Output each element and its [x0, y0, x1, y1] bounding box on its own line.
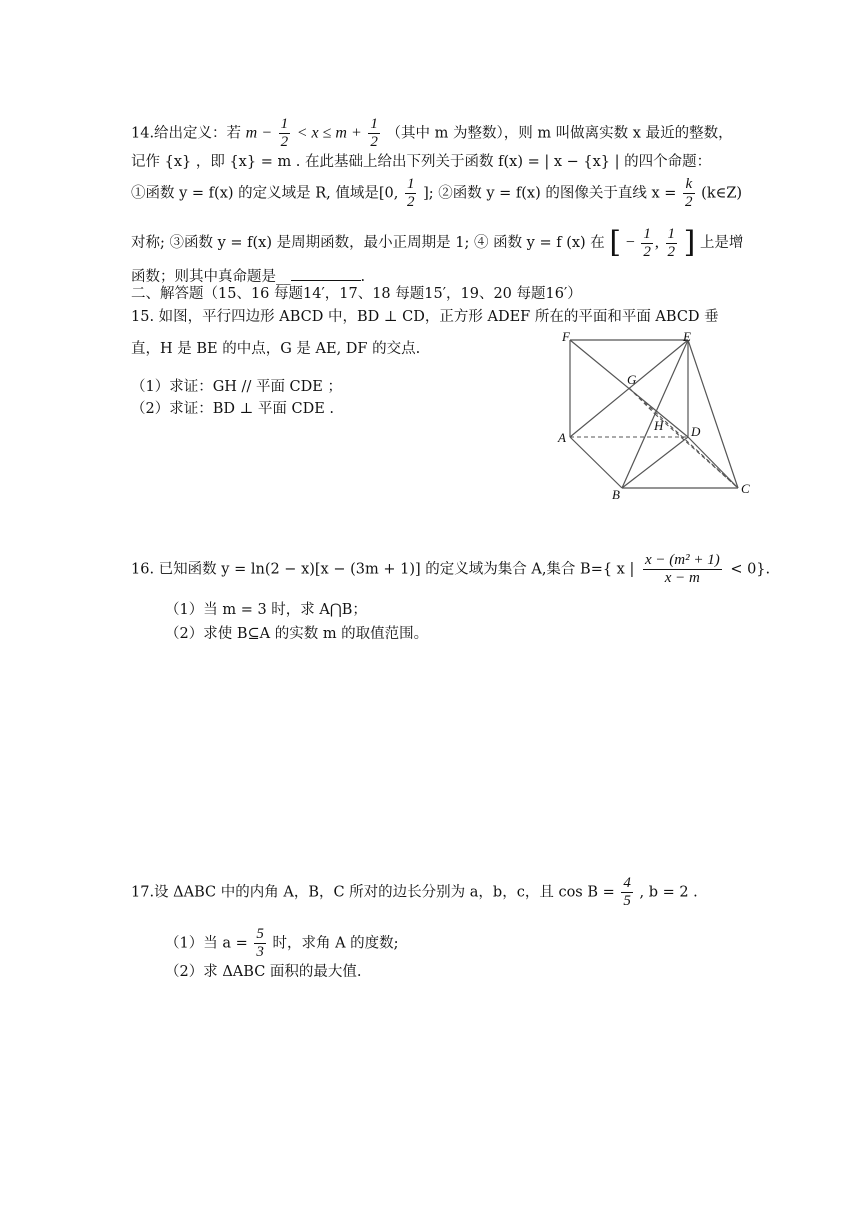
q16-function: 16. 已知函数 y = ln(2 − x)[x − (3m + 1)] 的定义域为集合 A,集合 B={ x |: [131, 561, 635, 578]
q17-cos-fraction: $\frac{4}{5}$: [623, 875, 631, 909]
q17-part2: （2）求 ΔABC 面积的最大值.: [165, 964, 362, 980]
label-E: E: [683, 329, 691, 344]
label-F: F: [562, 329, 570, 344]
q17-part1-prefix: （1）当 a =: [165, 935, 248, 952]
label-H: H: [654, 418, 664, 433]
geometry-figure: [550, 328, 780, 508]
q14-half-1: $\frac{1}{2}$: [280, 116, 289, 150]
q14-prop3: 对称; ③函数 y = f(x) 是周期函数，最小正周期是 1; ④ 函数 y = f (x) 在: [131, 235, 605, 251]
answer-blank[interactable]: [291, 266, 361, 281]
q14-period: .: [360, 269, 366, 285]
q14-ineq-mid: < x ≤ m +: [296, 124, 362, 142]
q17-b-value: , b = 2 .: [639, 884, 698, 901]
q14-half-range: $\frac{1}{2}$: [406, 176, 415, 210]
q14-prop4-end: 上是增: [699, 235, 744, 251]
q14-line1-rest: （其中 m 为整数），则 m 叫做离实数 x 最近的整数，: [386, 125, 733, 142]
q14-line1-prefix: 14.给出定义：若: [131, 125, 242, 142]
label-B: B: [612, 487, 620, 502]
q14-prop2: ]; ②函数 y = f(x) 的图像关于直线 x =: [423, 185, 677, 202]
label-C: C: [741, 481, 750, 496]
q17-a-fraction: $\frac{5}{3}$: [256, 926, 264, 960]
q15-line1: 15. 如图，平行四边形 ABCD 中，BD ⊥ CD，正方形 ADEF 所在的平面和平面 ABCD 垂: [131, 309, 719, 325]
q14-line3: [131, 176, 742, 211]
q16-set-end: < 0}.: [730, 561, 771, 578]
q14-prop1: ①函数 y = f(x) 的定义域是 R, 值域是[0,: [131, 185, 399, 202]
section-heading: 二、解答题（15、16 每题14′，17、18 每题15′，19、20 每题16′）: [131, 286, 582, 302]
q17-statement: 17.设 ΔABC 中的内角 A，B，C 所对的边长分别为 a，b，c，且 cos B =: [131, 884, 615, 901]
label-G: G: [627, 372, 637, 387]
q16-part2: （2）求使 B⊆A 的实数 m 的取值范围。: [165, 626, 429, 642]
q14-interval-left: $\frac{1}{2}$: [643, 225, 651, 260]
q17-line1: [131, 875, 698, 910]
q14-line1: [131, 116, 733, 151]
q15-part1: （1）求证：GH // 平面 CDE ；: [131, 379, 342, 395]
q16-line1: [131, 552, 770, 587]
q14-half-2: $\frac{1}{2}$: [370, 116, 378, 150]
q14-interval-right: $\frac{1}{2}$: [667, 225, 675, 260]
q17-part1: [165, 926, 399, 961]
q15-line2: 直，H 是 BE 的中点，G 是 AE, DF 的交点.: [131, 341, 421, 357]
q14-line2: 记作 {x} ，即 {x} = m . 在此基础上给出下列关于函数 f(x) = | x − {x} | 的四个命题：: [131, 154, 712, 170]
q15-part2: （2）求证：BD ⊥ 平面 CDE .: [131, 401, 334, 417]
label-D: D: [691, 424, 701, 439]
q14-interval: [: [609, 225, 622, 260]
q14-line4: 对称; ③函数 y = f(x) 是周期函数，最小正周期是 1; ④ 函数 y = f (x) 在 [ − $\frac{1}{2}$ , $\frac{1}{2}$ ] 上是增: [131, 225, 744, 260]
q14-k-in-z: (k∈Z): [701, 185, 743, 202]
q16-set-fraction: $\frac{\text{x − (m² + 1)}}{x - m}$: [644, 552, 720, 586]
q14-k-half: $\frac{k}{2}$: [685, 176, 693, 210]
label-A: A: [558, 430, 566, 445]
q14-answer-prompt: 函数；则其中真命题是__: [131, 269, 291, 285]
q16-part1: （1）当 m = 3 时，求 A⋂B；: [165, 602, 367, 618]
q17-part1-suffix: 时，求角 A 的度数;: [272, 935, 399, 952]
q14-ineq-left: m −: [245, 124, 273, 142]
